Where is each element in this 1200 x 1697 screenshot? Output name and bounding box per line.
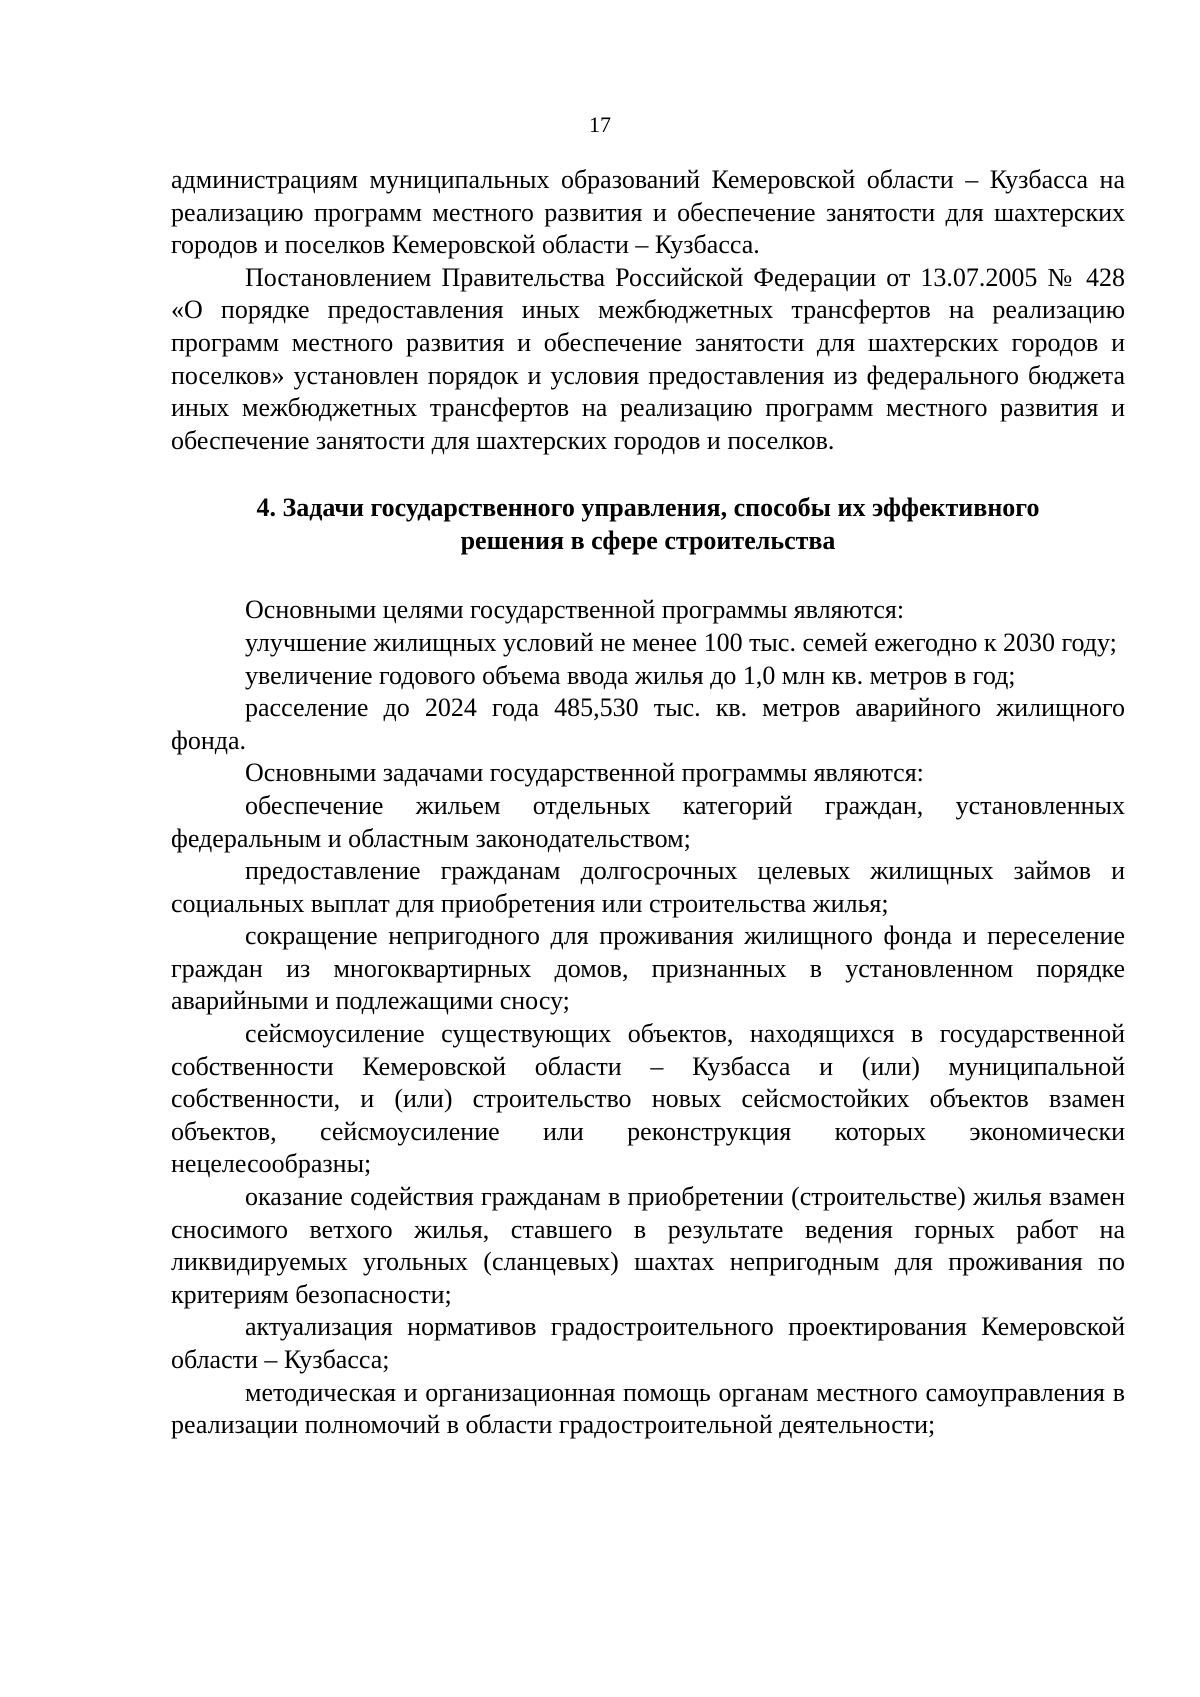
goal-item: увеличение годового объема ввода жилья до 1,0 млн кв. метров в год; [245, 660, 1016, 690]
section-heading [171, 491, 1125, 557]
task-item: предоставление гражданам долгосрочных целевых жилищных займов и социальных выплат для приобретения или строительства жилья; [171, 856, 1125, 918]
task-item: сейсмоусиление существующих объектов, находящихся в государственной собственности Кемеровской области – Кузбасса и (или) муниципальной собственности, и (или) строительство новых сейсмостойких объектов взамен объектов, сейсмоусиление или реконструкция которых экономически нецелесообразны; [171, 1019, 1125, 1179]
goal-item: улучшение жилищных условий не менее 100 тыс. семей ежегодно к 2030 году; [245, 627, 1117, 657]
task-item: оказание содействия гражданам в приобретении (строительстве) жилья взамен сносимого ветхого жилья, ставшего в результате ведения горных работ на ликвидируемых угольных (сланцевых) шахтах непригодным для проживания по критериям безопасности; [171, 1182, 1125, 1309]
intro-paragraph: Постановлением Правительства Российской Федерации от 13.07.2005 № 428 «О порядке предоставления иных межбюджетных трансфертов на реализацию программ местного развития и обеспечение занятости для шахтерских городов и поселков» установлен порядок и условия предоставления из федерального бюджета иных межбюджетных трансфертов на реализацию программ местного развития и обеспечение занятости для шахтерских городов и поселков. [171, 262, 1125, 455]
task-item: методическая и организационная помощь органам местного самоуправления в реализации полномочий в области градостроительной деятельности; [171, 1377, 1125, 1440]
task-item: актуализация нормативов градостроительного проектирования Кемеровской области – Кузбасса; [171, 1312, 1125, 1374]
page-number: 17 [589, 112, 611, 137]
goal-item: расселение до 2024 года 485,530 тыс. кв. метров аварийного жилищного фонда. [171, 693, 1125, 755]
document-body [171, 164, 1125, 1442]
tasks-intro: Основными задачами государственной программы являются: [245, 758, 924, 788]
section-heading-line: 4. Задачи государственного управления, способы их эффективного [256, 493, 1040, 523]
goals-intro: Основными целями государственной программы являются: [245, 595, 905, 625]
intro-paragraph-continued: администрациям муниципальных образований Кемеровской области – Кузбасса на реализацию программ местного развития и обеспечение занятости для шахтерских городов и поселков Кемеровской области – Кузбасса. [171, 165, 1125, 260]
task-item: сокращение непригодного для проживания жилищного фонда и переселение граждан из многоквартирных домов, признанных в установленном порядке аварийными и подлежащими сносу; [171, 921, 1125, 1016]
section-heading-line: решения в сфере строительства [460, 526, 836, 556]
task-item: обеспечение жильем отдельных категорий граждан, установленных федеральным и областным законодательством; [171, 790, 1125, 853]
